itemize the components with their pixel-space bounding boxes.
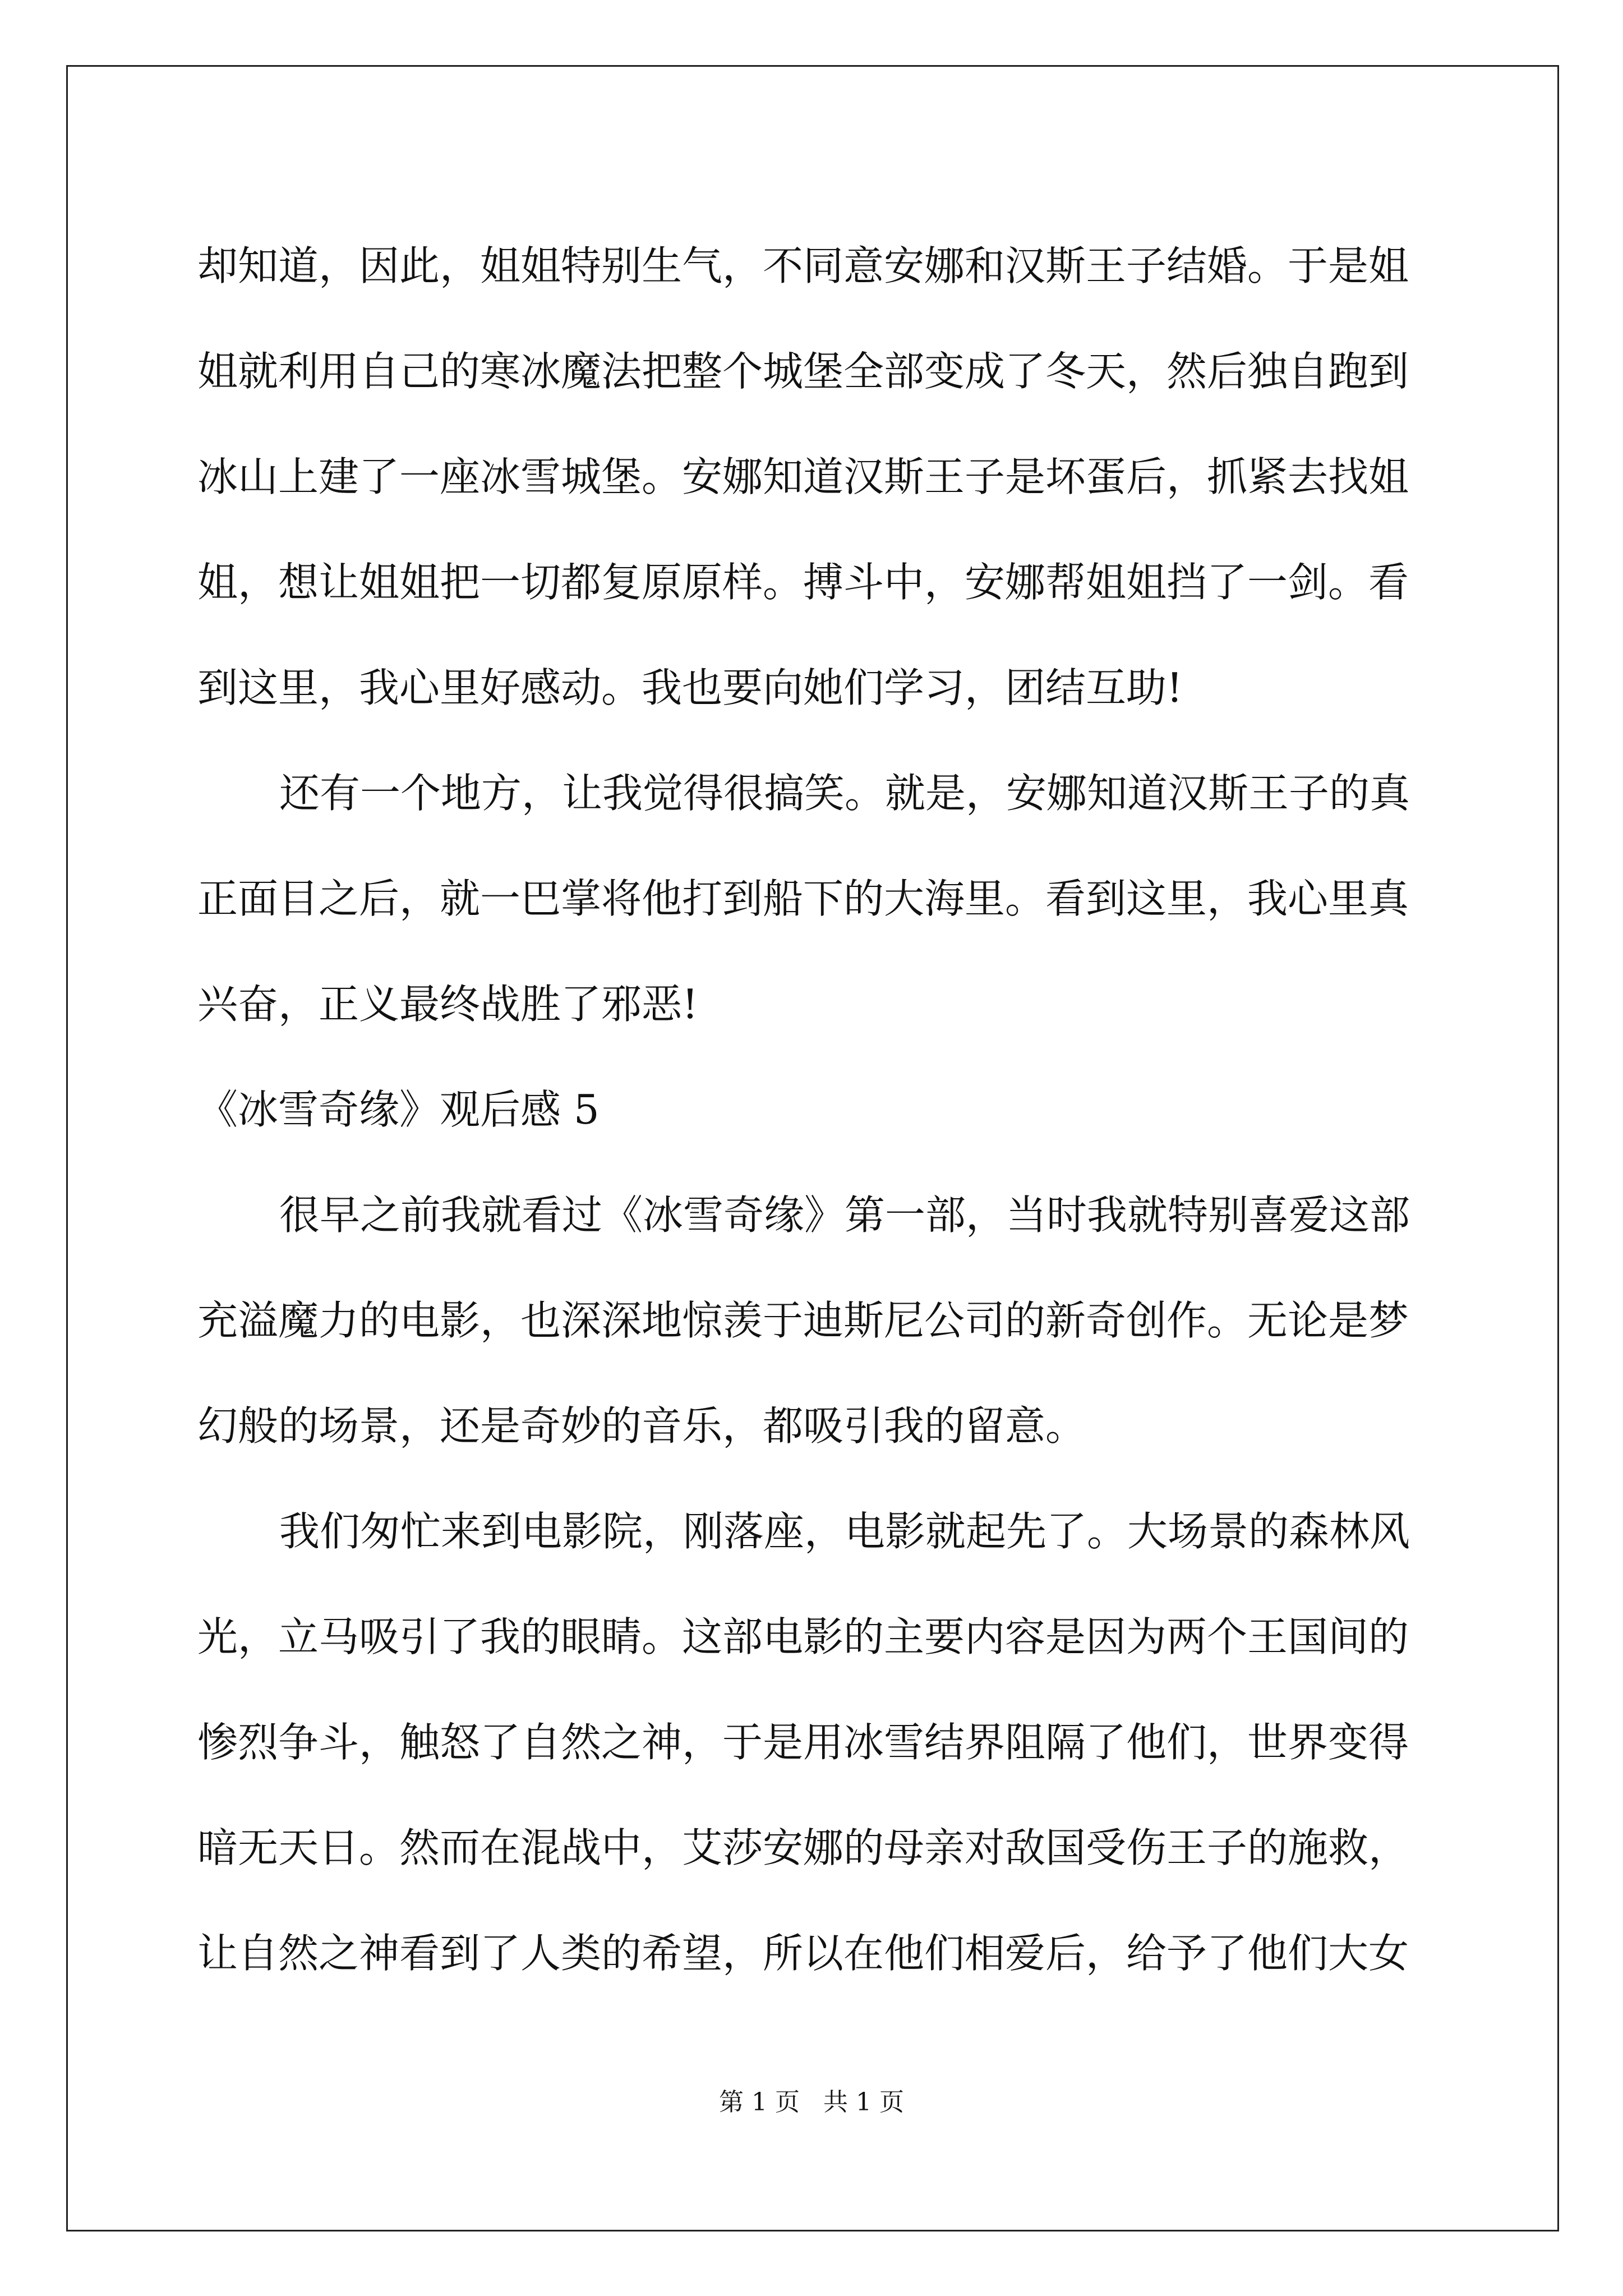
- text-line: 姐，想让姐姐把一切都复原原样。搏斗中，安娜帮姐姐挡了一剑。看: [197, 559, 1409, 606]
- page-number: 第 1 页: [719, 2088, 800, 2116]
- text-line: 冰山上建了一座冰雪城堡。安娜知道汉斯王子是坏蛋后，抓紧去找姐: [197, 453, 1409, 500]
- text-line: 姐就利用自己的寒冰魔法把整个城堡全部变成了冬天，然后独自跑到: [197, 348, 1409, 395]
- document-body: [197, 213, 1428, 2006]
- text-line: 兴奋，正义最终战胜了邪恶!: [197, 981, 698, 1028]
- text-line: 充溢魔力的电影，也深深地惊羡于迪斯尼公司的新奇创作。无论是梦: [197, 1297, 1409, 1344]
- page-total: 共 1 页: [823, 2088, 904, 2116]
- text-line: 正面目之后，就一巴掌将他打到船下的大海里。看到这里，我心里真: [197, 875, 1409, 922]
- paragraph-start-line: 我们匆忙来到电影院，刚落座，电影就起先了。大场景的森林风: [279, 1508, 1410, 1555]
- text-line: 光，立马吸引了我的眼睛。这部电影的主要内容是因为两个王国间的: [197, 1613, 1409, 1660]
- text-line: 到这里，我心里好感动。我也要向她们学习，团结互助!: [197, 664, 1183, 711]
- text-line: 幻般的场景，还是奇妙的音乐，都吸引我的留意。: [197, 1402, 1086, 1450]
- text-line: 却知道，因此，姐姐特别生气，不同意安娜和汉斯王子结婚。于是姐: [197, 242, 1409, 289]
- text-line: 暗无天日。然而在混战中，艾莎安娜的母亲对敌国受伤王子的施救，: [197, 1824, 1409, 1871]
- text-line: 惨烈争斗，触怒了自然之神，于是用冰雪结界阻隔了他们，世界变得: [197, 1719, 1409, 1766]
- text-line: 让自然之神看到了人类的希望，所以在他们相爱后，给予了他们大女: [197, 1930, 1409, 1977]
- page-footer: [0, 2087, 1623, 2118]
- paragraph-start-line: 还有一个地方，让我觉得很搞笑。就是，安娜知道汉斯王子的真: [279, 770, 1410, 817]
- section-heading: 《冰雪奇缘》观后感 5: [197, 1086, 600, 1133]
- paragraph-start-line: 很早之前我就看过《冰雪奇缘》第一部，当时我就特别喜爱这部: [279, 1191, 1410, 1239]
